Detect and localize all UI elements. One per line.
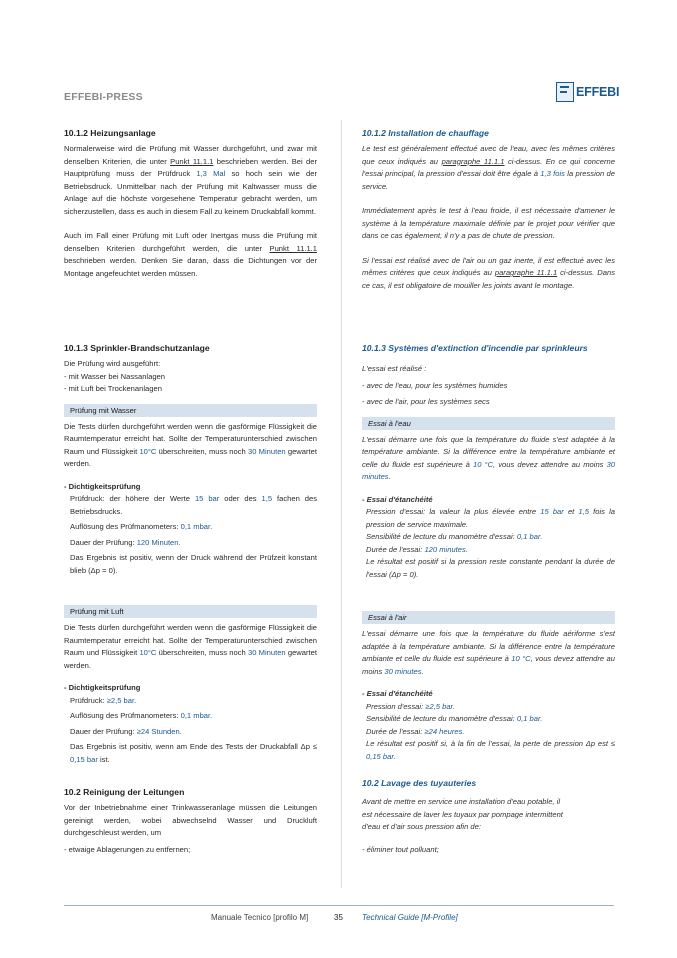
fr-section-heating	[362, 127, 615, 292]
footer-right-title: Technical Guide [M-Profile]	[362, 913, 458, 922]
fr-water-subheading: - Essai d'étanchéité	[362, 494, 433, 504]
page-number: 35	[334, 913, 343, 922]
de-section-sprinkler	[64, 342, 317, 766]
de-heating-paragraph-1: Normalerweise wird die Prüfung mit Wasser durchgeführt, und zwar mit denselben Kriterien, die unter Punkt 11.1.1 beschrieben werden. Bei der Hauptprüfung muss der Prüfdruck 1,3 Mal so hoch sein wie der Betriebsdruck. Unmittelbar nach der Prüfung mit Kaltwasser muss die Anlage auf die höchste vorgesehene Temperatur gebracht werden, um sicherzustellen, dass es auch in diesem Fall zu keinem Druckabfall kommt.	[64, 144, 318, 216]
fr-water-detail: Durée de l'essai: 120 minutes.	[366, 544, 468, 554]
de-tag-air-test: Prüfung mit Luft	[64, 605, 317, 618]
de-air-detail: Dauer der Prüfung: ≥24 Stunden.	[70, 726, 182, 736]
fr-heating-paragraph-1: Le test est généralement effectué avec de l'eau, avec les mêmes critères que ceux indiqués au paragraphe 11.1.1 ci-dessus. En ce qui concerne l'essai principal, la pression d'essai doit être égale à 1,3 fois la pression de service.	[362, 144, 616, 191]
de-water-detail: Prüfdruck: der höhere der Werte 15 bar oder des 1,5 fachen des Betriebsdrucks.	[70, 494, 317, 516]
fr-link-11-1-1[interactable]: paragraphe 11.1.1	[441, 156, 505, 166]
fr-water-paragraph: L'essai démarre une fois que la température du fluide s'est adaptée à la température ambiante. Si la différence entre la température ambiante et celle du fluide est supérieure à 10 °C, vous devez attendre au moins 30 minutes.	[362, 434, 616, 481]
de-heading-sprinkler: 10.1.3 Sprinkler-Brandschutzanlage	[64, 343, 210, 353]
fr-heading-sprinkler: 10.1.3 Systèmes d'extinction d'incendie par sprinkleurs	[362, 343, 588, 353]
de-section-heating	[64, 127, 317, 280]
logo-mark-icon	[556, 82, 574, 102]
fr-air-detail: Le résultat est positif si, à la fin de l'essai, la perte de pression Δp est ≤ 0,15 bar.	[366, 739, 615, 761]
de-link-11-1-1-b[interactable]: Punkt 11.1.1	[269, 243, 317, 253]
fr-water-detail: Sensibilité de lecture du manomètre d'essai: 0,1 bar.	[366, 532, 543, 541]
footer-left-title: Manuale Tecnico [profilo M]	[211, 913, 309, 922]
de-water-detail: Auflösung des Prüfmanometers: 0,1 mbar.	[70, 522, 213, 531]
de-heading-cleaning: 10.2 Reinigung der Leitungen	[64, 787, 185, 797]
fr-cleaning-paragraph: Avant de mettre en service une installation d'eau potable, il est nécessaire de laver les tuyaux par pompage intermittent d'eau et d'air sous pression afin de:	[362, 797, 563, 831]
de-cleaning-paragraph: Vor der Inbetriebnahme einer Trinkwasseranlage müssen die Leitungen gereinigt werden, wobei abwechselnd Wasser und Druckluft durchgeschleust werden, um	[64, 803, 317, 837]
fr-air-paragraph: L'essai démarre une fois que la température du fluide aériforme s'est adaptée à la température ambiante. Si la différence entre la température ambiante et celle du fluide est supérieure à 10 °C, vous devez attendre au moins 30 minutes.	[362, 629, 616, 676]
de-list-item: - mit Wasser bei Nassanlagen	[64, 371, 166, 381]
footer-rule	[64, 905, 614, 906]
de-water-paragraph: Die Tests dürfen durchgeführt werden wenn die gasförmige Flüssigkeit die Raumtemperatur erreicht hat. Sollte der Temperaturunterschied zwischen Raum und Flüssigkeit 10°C überschreiten, muss noch 30 Minuten gewartet werden.	[64, 421, 317, 468]
fr-air-detail: Pression d'essai: ≥2,5 bar.	[366, 701, 455, 711]
fr-section-sprinkler	[362, 342, 615, 763]
fr-section-cleaning	[362, 777, 615, 856]
de-air-detail: Das Ergebnis ist positiv, wenn am Ende des Tests der Druckabfall Δp ≤ 0,15 bar ist.	[70, 742, 317, 764]
de-air-detail: Prüfdruck: ≥2,5 bar.	[70, 695, 137, 705]
fr-heating-paragraph-3: Si l'essai est réalisé avec de l'air ou un gaz inerte, il est effectué avec les mêmes critères que ceux indiqués au paragraphe 11.1.1 ci-dessus. Dans ce cas, il est obligatoire de mouiller les joints avant le montage.	[362, 255, 615, 290]
de-water-detail: Dauer der Prüfung: 120 Minuten.	[70, 537, 181, 547]
fr-air-detail: Sensibilité de lecture du manomètre d'essai: 0,1 bar.	[366, 714, 543, 723]
effebi-logo	[556, 82, 620, 104]
fr-water-detail: Le résultat est positif si la pression reste constante pendant la durée de l'essai (Δp = 0).	[366, 557, 615, 579]
fr-heating-paragraph-2: Immédiatement après le test à l'eau froide, il est nécessaire d'amener le système à la température maximale définie par le projet pour vérifier que dans ce cas également, il n'y a pas de chute de pression.	[362, 206, 615, 240]
de-section-cleaning	[64, 786, 317, 856]
fr-heading-cleaning: 10.2 Lavage des tuyauteries	[362, 778, 477, 788]
fr-link-11-1-1-b[interactable]: paragraphe 11.1.1	[494, 268, 558, 277]
fr-tag-air-test: Essai à l'air	[362, 611, 615, 624]
de-heading-heating: 10.1.2 Heizungsanlage	[64, 128, 156, 138]
de-list-item: - etwaige Ablagerungen zu entfernen;	[64, 844, 191, 854]
logo-text: EFFEBI	[576, 85, 620, 99]
brand-name: EFFEBI-PRESS	[64, 91, 143, 103]
fr-tag-water-test: Essai à l'eau	[362, 417, 615, 430]
de-air-detail: Auflösung des Prüfmanometers: 0,1 mbar.	[70, 711, 213, 720]
de-heating-paragraph-2: Auch im Fall einer Prüfung mit Luft oder Inertgas muss die Prüfung mit denselben Kriterien durchgeführt werden, die unter Punkt 11.1.1 beschrieben werden. Denken Sie daran, dass die Dichtungen vor der Montage angefeuchtet werden müssen.	[64, 231, 317, 278]
fr-list-item: - avec de l'eau, pour les systèmes humides	[362, 380, 508, 390]
de-sprinkler-intro: Die Prüfung wird ausgeführt:	[64, 359, 161, 368]
de-air-subheading: - Dichtigkeitsprüfung	[64, 683, 141, 692]
fr-sprinkler-intro: L'essai est réalisé :	[362, 364, 427, 373]
fr-list-item: - éliminer tout polluant;	[362, 844, 439, 854]
de-list-item: - mit Luft bei Trockenanlagen	[64, 384, 162, 393]
de-water-detail: Das Ergebnis ist positiv, wenn der Druck während der Prüfzeit konstant blieb (Δp = 0).	[70, 553, 317, 575]
fr-air-detail: Durée de l'essai: ≥24 heures.	[366, 726, 465, 736]
de-tag-water-test: Prüfung mit Wasser	[64, 404, 317, 417]
fr-list-item: - avec de l'air, pour les systèmes secs	[362, 397, 490, 406]
de-water-subheading: - Dichtigkeitsprüfung	[64, 481, 141, 491]
fr-water-detail: Pression d'essai: la valeur la plus élevée entre 15 bar et 1,5 fois la pression de service maximale.	[366, 507, 615, 529]
fr-heading-heating: 10.1.2 Installation de chauffage	[362, 128, 489, 138]
column-divider	[341, 120, 342, 888]
de-link-11-1-1[interactable]: Punkt 11.1.1	[170, 156, 214, 166]
fr-air-subheading: - Essai d'étanchéité	[362, 689, 433, 698]
de-air-paragraph: Die Tests dürfen durchgeführt werden wenn die gasförmige Flüssigkeit die Raumtemperatur erreicht hat. Sollte der Temperaturunterschied zwischen Raum und Flüssigkeit 10°C überschreiten, muss noch 30 Minuten gewartet werden.	[64, 623, 317, 670]
